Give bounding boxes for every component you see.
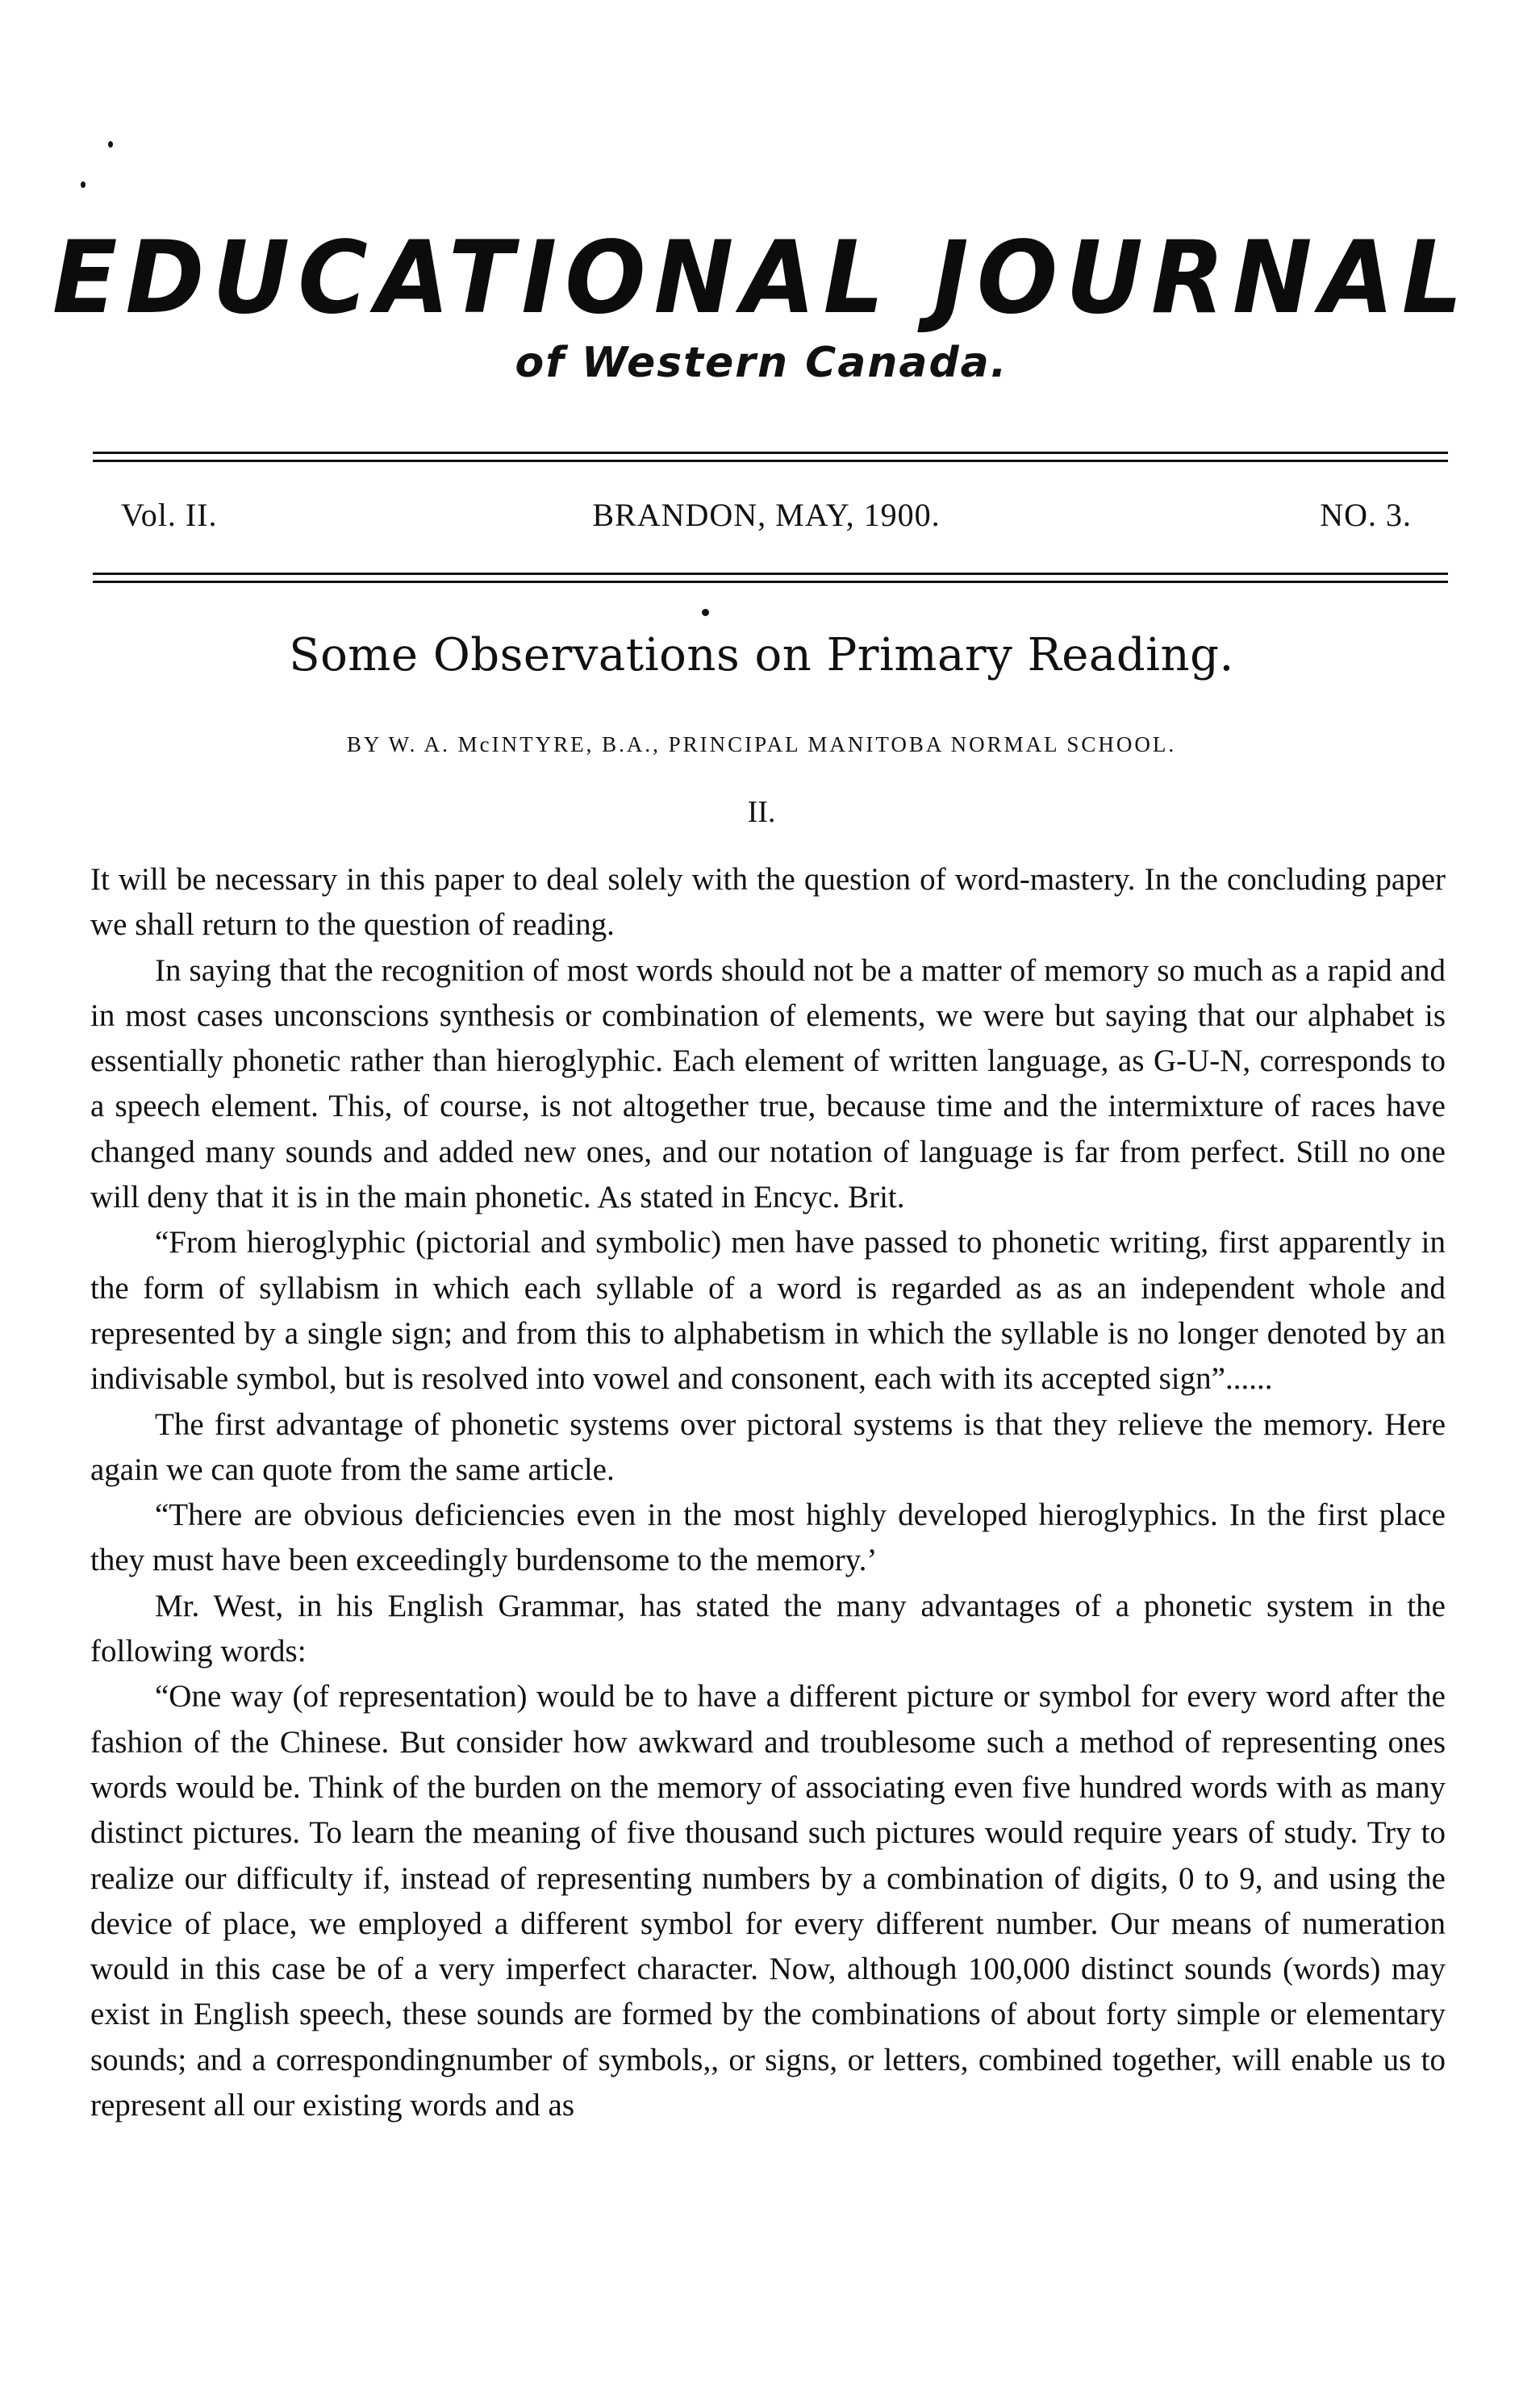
paragraph: The first advantage of phonetic systems over pictoral systems is that they relieve the memory. Here again we can quote from the same article. [90,1406,1446,1487]
ornament-dot [702,609,709,616]
print-specks [81,141,129,206]
article-byline: BY W. A. McINTYRE, B.A., PRINCIPAL MANITOBA NORMAL SCHOOL. [346,732,1177,756]
part-number: II. [747,795,776,829]
journal-subtitle: of Western Canada. [515,339,1008,387]
paragraph: “One way (of representation) would be to have a different picture or symbol for every word after the fashion of the Chinese. But consider how awkward and troublesome such a method of representing ones words would be. Think of the burden on the memory of associating even five hundred words with as many distinct pictures. To learn the meaning of five thousand such pictures would require years of study. Try to realize our difficulty if, instead of representing numbers by a combination of digits, 0 to 9, and using the device of place, we employed a different symbol for every different number. Our means of numeration would in this case be of a very imperfect character. Now, although 100,000 distinct sounds (words) may exist in English speech, these sounds are formed by the combinations of about forty simple or elementary sounds; and a correspondingnumber of symbols,, or signs, or letters, combined together, will enable us to represent all our existing words and as [90,1679,1446,2123]
paragraph: In saying that the recognition of most words should not be a matter of memory so much as a rapid and in most cases unconscions synthesis or combination of elements, we were but saying that our alphabet is essentially phonetic rather than hieroglyphic. Each element of written language, as G-U-N, corresponds to a speech element. This, of course, is not altogether true, because time and the intermixture of races have changed many sounds and added new ones, and our notation of language is far from perfect. Still no one will deny that it is in the main phonetic. As stated in Encyc. Brit. [90,952,1446,1215]
double-rule-bottom [93,573,1448,585]
issue-line [121,496,1412,544]
paragraph: “From hieroglyphic (pictorial and symbolic) men have passed to phonetic writing, first apparently in the form of syllabism in which each syllable of a word is regarded as as an independent whole and represented by a single sign; and from this to alphabetism in which the syllable is no longer denoted by an indivisable symbol, but is resolved into vowel and consonent, each with its accepted sign”...... [90,1225,1446,1397]
paragraph: “There are obvious deficiencies even in the most highly developed hieroglyphics. In the first place they must have been exceedingly burdensome to the memory.’ [90,1498,1446,1578]
journal-title: EDUCATIONAL JOURNAL [52,219,1471,336]
volume-label: Vol. II. [121,497,218,533]
place-date: BRANDON, MAY, 1900. [592,497,941,533]
article-title: Some Observations on Primary Reading. [289,629,1234,681]
paragraph: It will be necessary in this paper to deal solely with the question of word-mastery. In the concluding paper we shall return to the question of reading. [90,862,1446,943]
paragraph: Mr. West, in his English Grammar, has stated the many advantages of a phonetic system in the following words: [90,1588,1446,1669]
double-rule-top [93,452,1448,465]
article-body [90,857,1446,2128]
issue-number: NO. 3. [1320,497,1412,533]
